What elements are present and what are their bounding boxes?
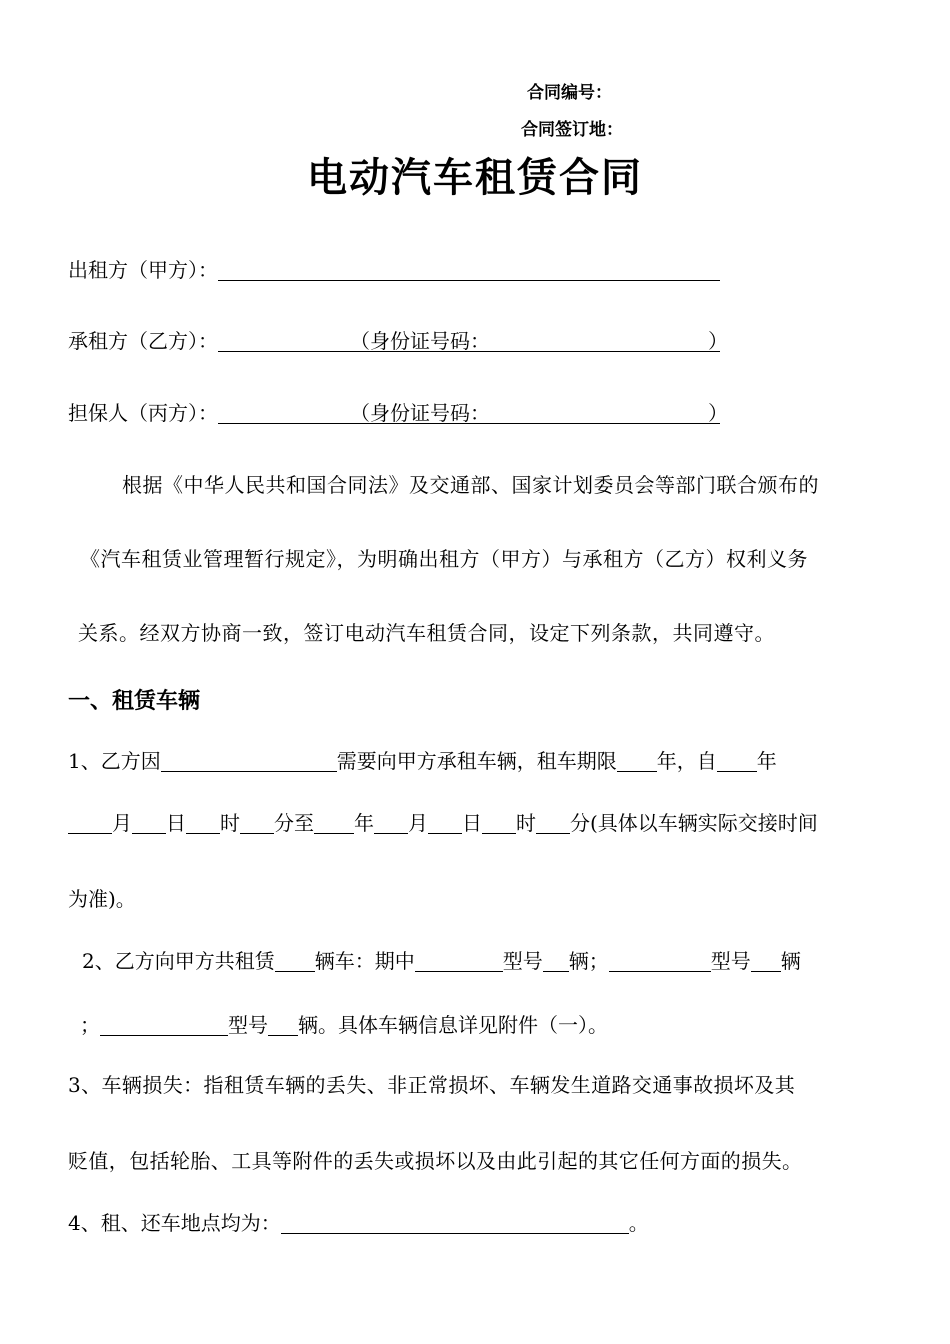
guarantor-id-open: （身份证号码： (350, 401, 490, 425)
model-3-input[interactable] (100, 1013, 228, 1036)
clause-1-text: 需要向甲方承租车辆，租车期限 (336, 749, 617, 773)
lessee-label: 承租方（乙方）： (68, 329, 218, 353)
model-1-input[interactable] (415, 949, 503, 972)
clause-1-text: 年 (756, 749, 777, 773)
from-month-input[interactable] (68, 811, 112, 834)
clause-1-text: 分至 (274, 811, 314, 835)
to-year-input[interactable] (314, 811, 354, 834)
section-1-heading: 一、租赁车辆 (68, 689, 201, 714)
guarantor-line (68, 400, 728, 426)
clause-1-text: ，自 (676, 749, 717, 773)
lessee-line (68, 328, 728, 354)
from-year-input[interactable] (717, 749, 757, 772)
from-hour-input[interactable] (186, 811, 220, 834)
model-3-count-input[interactable] (268, 1013, 298, 1036)
clause-1-text: 月 (408, 811, 428, 835)
to-hour-input[interactable] (482, 811, 516, 834)
clause-2-text: 2、乙方向甲方共租赁 (82, 949, 275, 973)
to-day-input[interactable] (428, 811, 462, 834)
from-day-input[interactable] (132, 811, 166, 834)
lessor-label: 出租方（甲方）： (68, 258, 218, 282)
clause-2-text: 型号 (710, 949, 751, 973)
clause-2-line-2 (80, 1012, 608, 1038)
intro-line-1: 根据《中华人民共和国合同法》及交通部、国家计划委员会等部门联合颁布的 (122, 473, 819, 497)
clause-4-text: 4、租、还车地点均为： (68, 1211, 281, 1235)
lessee-input[interactable] (218, 329, 728, 353)
clause-1-text: 时 (516, 811, 536, 835)
clause-1-text: 月 (112, 811, 132, 835)
intro-line-2: 《汽车租赁业管理暂行规定》，为明确出租方（甲方）与承租方（乙方）权利义务 (80, 547, 808, 571)
lessor-line (68, 257, 720, 283)
clause-1-text: 分(具体以车辆实际交接时间 (570, 811, 818, 835)
clause-4-line (68, 1210, 649, 1236)
guarantor-input[interactable] (218, 401, 728, 425)
clause-2-text: 型号 (228, 1013, 268, 1037)
clause-1-line-1 (68, 748, 777, 774)
lessee-id-open: （身份证号码： (350, 329, 490, 353)
guarantor-label: 担保人（丙方）： (68, 401, 218, 425)
clause-2-line-1 (82, 948, 801, 974)
lessor-input[interactable] (218, 258, 720, 281)
clause-2-text: 辆。具体车辆信息详见附件（一）。 (298, 1013, 608, 1037)
clause-1-text: 年 (354, 811, 374, 835)
signing-place-label: 合同签订地： (521, 120, 623, 140)
from-minute-input[interactable] (240, 811, 274, 834)
page-title: 电动汽车租赁合同 (307, 155, 643, 201)
clause-3-line-2: 贬值，包括轮胎、工具等附件的丢失或损坏以及由此引起的其它任何方面的损失。 (68, 1149, 803, 1173)
clause-2-text: 辆车：期中 (314, 949, 415, 973)
pickup-location-input[interactable] (281, 1211, 629, 1234)
term-years-input[interactable] (617, 749, 657, 772)
model-2-count-input[interactable] (751, 949, 781, 972)
vehicle-count-input[interactable] (275, 949, 315, 972)
clause-1-text: 1、乙方因 (68, 749, 161, 773)
clause-1-line-3: 为准)。 (68, 887, 136, 911)
to-month-input[interactable] (374, 811, 408, 834)
contract-number-label: 合同编号： (527, 83, 612, 103)
clause-1-text: 年 (656, 749, 677, 773)
intro-line-3: 关系。经双方协商一致，签订电动汽车租赁合同，设定下列条款，共同遵守。 (78, 621, 775, 645)
lessee-id-close: ） (708, 329, 728, 353)
clause-2-text: 辆； (568, 949, 609, 973)
clause-1-line-2 (68, 810, 818, 836)
clause-2-text: 型号 (502, 949, 543, 973)
clause-1-text: 时 (220, 811, 240, 835)
guarantor-id-close: ） (708, 401, 728, 425)
clause-4-text: 。 (628, 1211, 649, 1235)
clause-1-text: 日 (166, 811, 186, 835)
model-1-count-input[interactable] (543, 949, 569, 972)
clause-2-text: ； (80, 1013, 100, 1037)
rental-purpose-input[interactable] (161, 749, 337, 772)
clause-1-text: 日 (462, 811, 482, 835)
clause-3-line-1: 3、车辆损失：指租赁车辆的丢失、非正常损坏、车辆发生道路交通事故损坏及其 (68, 1073, 796, 1097)
clause-2-text: 辆 (780, 949, 801, 973)
to-minute-input[interactable] (536, 811, 570, 834)
model-2-input[interactable] (609, 949, 711, 972)
